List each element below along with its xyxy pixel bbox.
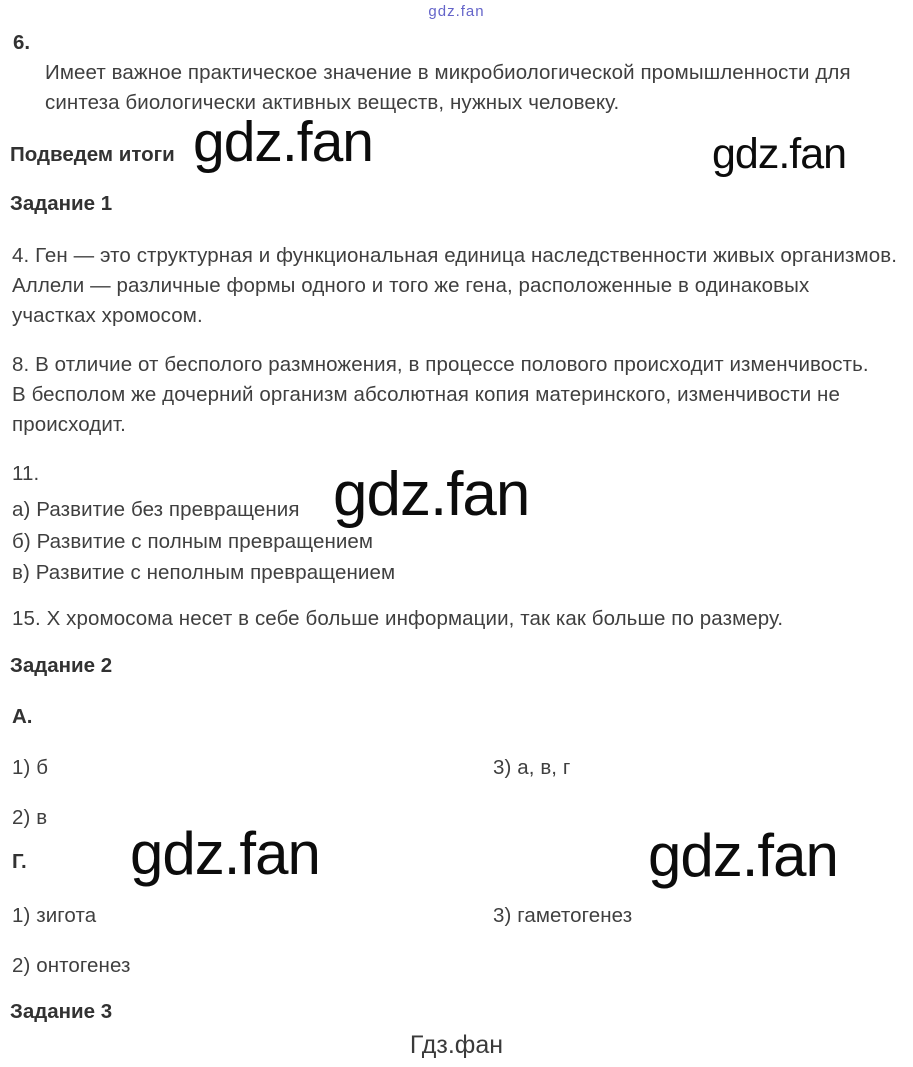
task2-g-answer-2: 2) онтогенез: [12, 954, 131, 977]
task1-answer-15: 15. Х хромосома несет в себе больше информации, так как больше по размеру.: [12, 607, 784, 630]
item6-number: 6.: [13, 31, 31, 54]
summary-watermark-large: gdz.fan: [193, 110, 373, 174]
task2-a-answer-3: 3) а, в, г: [493, 756, 571, 779]
summary-heading: Подведем итоги: [10, 143, 175, 166]
task2-g-answer-1: 1) зигота: [12, 904, 97, 927]
task1-answer-11-item-b: б) Развитие с полным превращением: [12, 530, 374, 553]
task2-part-a-label: А.: [12, 705, 33, 728]
task3-heading: Задание 3: [10, 1000, 113, 1023]
task2-g-watermark-right: gdz.fan: [648, 822, 838, 889]
task2-a-answer-2: 2) в: [12, 806, 48, 829]
task2-heading: Задание 2: [10, 654, 113, 677]
task1-answer-8: 8. В отличие от бесполого размножения, в процессе полового происходит изменчивость. В бесполом же дочерний организм абсолютная копия материнского, изменчивости не происходит.: [12, 353, 869, 436]
task2-a-answer-1: 1) б: [12, 756, 49, 779]
top-watermark: gdz.fan: [428, 3, 485, 20]
task1-heading: Задание 1: [10, 192, 113, 215]
item6-text: Имеет важное практическое значение в микробиологической промышленности для синтеза биологически активных веществ, нужных человеку.: [45, 61, 851, 114]
task1-answer-4: 4. Ген — это структурная и функциональная единица наследственности живых организмов. Аллели — различные формы одного и того же гена, расположенные в одинаковых участках хромосом.: [12, 244, 897, 327]
task2-g-watermark-left: gdz.fan: [130, 820, 320, 887]
footer-site-name: Гдз.фан: [409, 1031, 504, 1059]
summary-watermark-right: gdz.fan: [712, 130, 847, 178]
task2-part-g-label: Г.: [12, 850, 27, 873]
task1-answer-11-number: 11.: [12, 462, 40, 485]
task1-answer-11-item-c: в) Развитие с неполным превращением: [12, 561, 396, 584]
task1-answer-11-watermark: gdz.fan: [333, 460, 530, 529]
task2-g-answer-3: 3) гаметогенез: [493, 904, 633, 927]
task1-answer-11-item-a: а) Развитие без превращения: [12, 498, 300, 521]
